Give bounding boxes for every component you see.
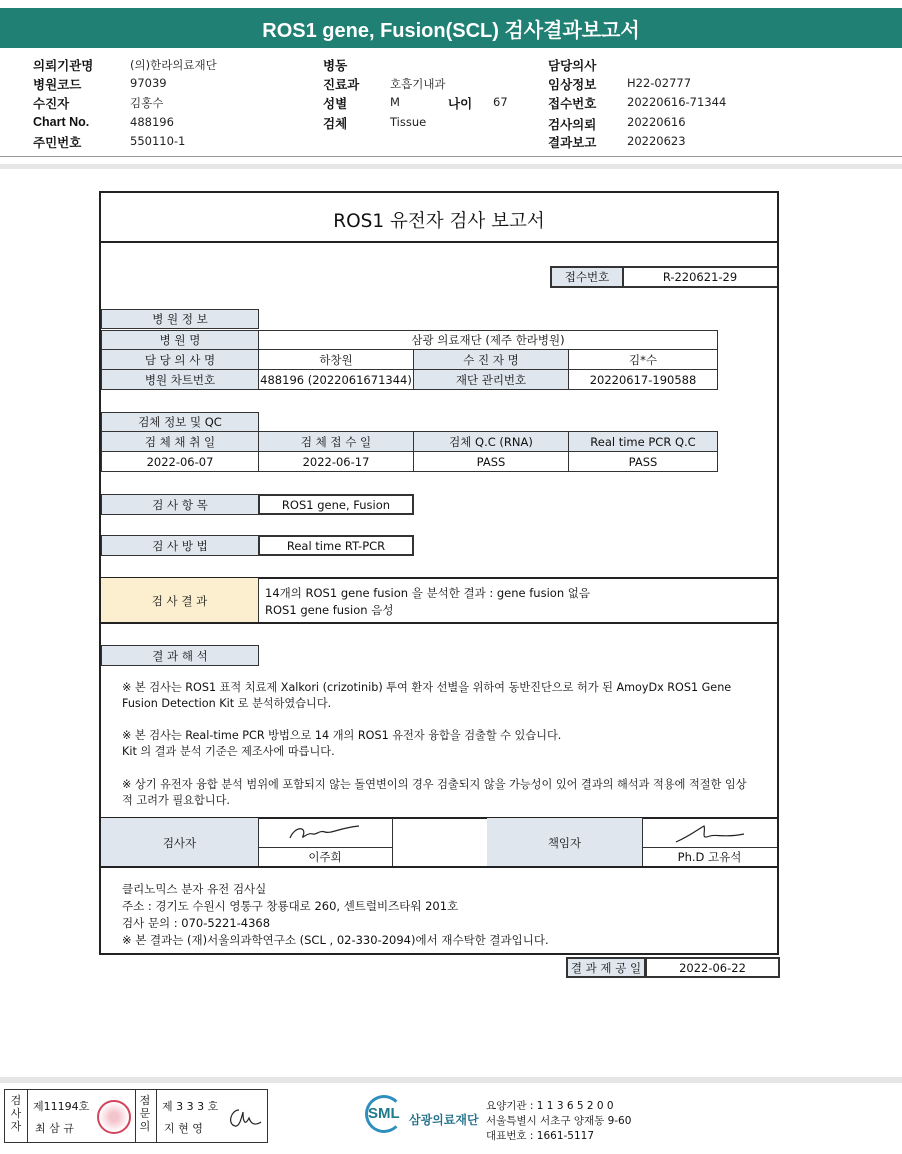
specimen-value: Tissue [390,115,427,129]
header-gray-bar [0,164,902,169]
patient-name-value: 김*수 [568,349,718,370]
lab-phone: 검사 문의 : 070-5221-4368 [122,916,271,930]
interpretation-1a: ※ 본 검사는 ROS1 표적 치료제 Xalkori (crizotinib) 투여 환자 선별을 위하여 동반진단으로 허가 된 AmoyDx ROS1 Gene [122,681,732,694]
tester-label: 검사자 [101,818,259,867]
doctor-label: 담당의사 [548,59,597,73]
title-divider [101,241,777,243]
tester-name: 이주희 [258,847,393,867]
blank-cell [392,818,488,867]
seal-icon [97,1100,131,1134]
tester-signature-icon [285,822,365,844]
result-line-1: 14개의 ROS1 gene fusion 을 분석한 결과 : gene fusion 없음 [265,586,590,600]
receive-date-label: 검 체 접 수 일 [258,431,414,452]
report-date-value: 20220623 [627,134,686,148]
dept-label: 진료과 [323,78,360,92]
interpretation-label: 결 과 해 석 [101,645,259,666]
chart-no-label: Chart No. [33,115,90,129]
chart-number-label: 병원 차트번호 [101,369,259,390]
age-value: 67 [493,95,508,109]
footer-gray-bar [0,1077,902,1083]
collect-date-label: 검 체 채 취 일 [101,431,259,452]
report-date-label: 결과보고 [548,136,597,150]
resident-no-value: 550110-1 [130,134,186,148]
method-value: Real time RT-PCR [258,535,414,556]
stamp-divider-2 [135,1090,136,1142]
specimen-section-label: 검체 정보 및 QC [101,412,259,432]
header-info [0,52,902,152]
responsible-signature-icon [670,822,750,844]
patient-name-label: 수 진 자 명 [413,349,569,370]
report-frame [99,191,779,955]
report-title: ROS1 유전자 검사 보고서 [333,211,545,232]
qc-rna-label: 검체 Q.C (RNA) [413,431,569,452]
hospital-code-value: 97039 [130,76,167,90]
foundation-number-value: 20220617-190588 [568,369,718,390]
patient-value: 김홍수 [130,96,164,110]
sex-value: M [390,95,400,109]
stamp-name-1: 최 삼 규 [35,1122,74,1135]
collect-date-value: 2022-06-07 [101,451,259,472]
doctor-signature-icon [225,1104,263,1132]
receipt-value: R-220621-29 [623,266,777,288]
lab-name: 클리노믹스 분자 유전 검사실 [122,882,267,896]
interpretation-3b: 적 고려가 필요합니다. [122,794,230,807]
org-address: 서울특별시 서초구 양재동 9-60 [486,1115,632,1127]
stamp-number-1: 제11194호 [33,1100,90,1113]
stamp-divider-3 [156,1090,157,1142]
logo-text: SML [368,1105,400,1122]
hospital-name-label: 병 원 명 [101,330,259,350]
stamp-number-2: 제 3 3 3 호 [162,1100,219,1113]
interpretation-3a: ※ 상기 유전자 융합 분석 범위에 포함되지 않는 돌연변이의 경우 검출되지 않을 가능성이 있어 결과의 해석과 적용에 적절한 임상 [122,778,747,791]
header-divider [0,156,902,157]
doctor-name-label: 담 당 의 사 명 [101,349,259,370]
org-code: 요양기관 : 1 1 3 6 5 2 0 0 [486,1100,614,1112]
issue-date-value: 2022-06-22 [645,957,780,978]
result-bottom-line [101,622,777,624]
accession-value: 20220616-71344 [627,95,727,109]
sex-label: 성별 [323,97,348,111]
chart-number-value: 488196 (2022061671344) [258,369,414,390]
test-item-value: ROS1 gene, Fusion [258,494,414,515]
tester-signature-cell [258,818,393,848]
stamp-box [4,1089,268,1143]
hospital-name-value: 삼광 의료재단 (제주 한라병원) [258,330,718,350]
interpretation-2b: Kit 의 결과 분석 기준은 제조사에 따릅니다. [122,745,335,758]
receipt-label: 접수번호 [550,266,624,288]
dept-value: 호흡기내과 [390,77,446,91]
stamp-name-2: 지 현 영 [164,1122,203,1135]
stamp-label-1: 검사자 [10,1094,22,1133]
stamp-label-2: 점문의 [139,1094,151,1133]
hospital-code-label: 병원코드 [33,78,82,92]
patient-label: 수진자 [33,97,70,111]
method-label: 검 사 방 법 [101,535,259,556]
qc-pcr-value: PASS [568,451,718,472]
responsible-signature-cell [642,818,777,848]
request-date-label: 검사의뢰 [548,118,597,132]
responsible-name: Ph.D 고유석 [677,850,742,864]
clinical-info-label: 임상정보 [548,78,597,92]
interpretation-1b: Fusion Detection Kit 로 분석하였습니다. [122,697,332,710]
issue-date-label: 결 과 제 공 일 [566,957,646,978]
doctor-name-value: 하창원 [258,349,414,370]
stamp-divider-1 [27,1090,28,1142]
sml-logo [365,1095,405,1137]
org-phone: 대표번호 : 1661-5117 [486,1130,595,1142]
org-name: 삼광의료재단 [409,1113,479,1127]
chart-no-value: 488196 [130,115,174,129]
ward-label: 병동 [323,59,348,73]
foundation-number-label: 재단 관리번호 [413,369,569,390]
requester-value: (의)한라의료재단 [130,58,217,72]
result-line-2: ROS1 gene fusion 음성 [265,603,394,617]
qc-pcr-label: Real time PCR Q.C [568,431,718,452]
hospital-section-label: 병 원 정 보 [101,309,259,329]
age-label: 나이 [448,97,473,111]
requester-label: 의뢰기관명 [33,59,94,73]
report-banner-title: ROS1 gene, Fusion(SCL) 검사결과보고서 [0,8,902,48]
responsible-label: 책임자 [487,818,643,867]
accession-label: 접수번호 [548,97,597,111]
lab-note: ※ 본 결과는 (재)서울의과학연구소 (SCL , 02-330-2094)에서 재수탁한 결과입니다. [122,933,549,947]
signature-bottom-line [101,866,777,868]
lab-address: 주소 : 경기도 수원시 영통구 창룡대로 260, 센트럴비즈타워 201호 [122,899,459,913]
clinical-info-value: H22-02777 [627,76,692,90]
resident-no-label: 주민번호 [33,136,82,150]
specimen-label: 검체 [323,117,348,131]
test-item-label: 검 사 항 목 [101,494,259,515]
interpretation-2a: ※ 본 검사는 Real-time PCR 방법으로 14 개의 ROS1 유전자 융합을 검출할 수 있습니다. [122,729,562,742]
request-date-value: 20220616 [627,115,686,129]
qc-rna-value: PASS [413,451,569,472]
result-label: 검 사 결 과 [101,578,259,623]
receive-date-value: 2022-06-17 [258,451,414,472]
